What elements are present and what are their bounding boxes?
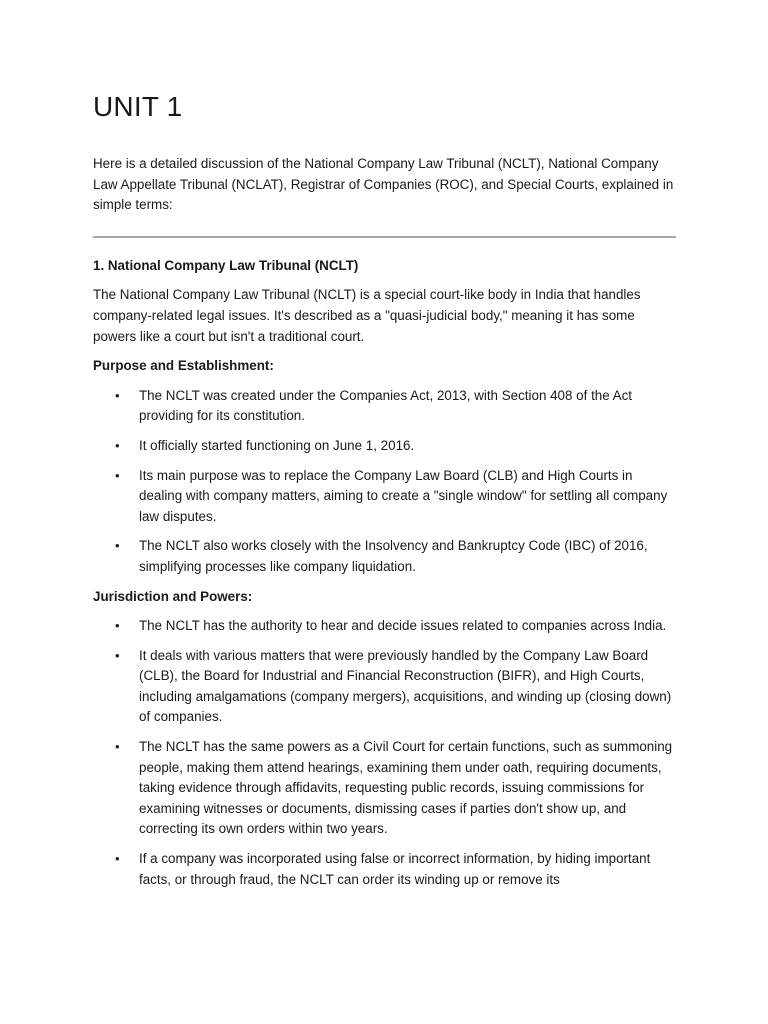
list-item [93,436,676,457]
bullet-icon: • [115,647,120,663]
subheading-purpose: Purpose and Establishment: [93,358,274,374]
list-item [93,536,676,577]
list-item [93,849,676,890]
bullet-icon: • [115,387,120,403]
list-item [93,616,676,637]
nclt-description: The National Company Law Tribunal (NCLT) is a special court-like body in India that handles company-related legal issues. It's described as a "quasi-judicial body," meaning it has some powers like a court but isn't a traditional court. [93,287,641,344]
bullet-icon: • [115,618,120,634]
list-item [93,386,676,427]
bullet-icon: • [115,739,120,755]
document-page [93,90,676,899]
purpose-list [93,386,676,578]
list-item [93,737,676,840]
list-item [93,646,676,728]
list-item-text: It officially started functioning on June 1, 2016. [139,437,415,453]
list-item-text: It deals with various matters that were previously handled by the Company Law Board (CLB), the Board for Industrial and Financial Reconstruction (BIFR), and High Courts, including amalgamations (company mergers), acquisitions, and winding up (closing down) of companies. [139,647,672,725]
bullet-icon: • [115,437,120,453]
bullet-icon: • [115,851,120,867]
page-title: UNIT 1 [93,91,183,122]
bullet-icon: • [115,467,120,483]
list-item-text: The NCLT also works closely with the Insolvency and Bankruptcy Code (IBC) of 2016, simplifying processes like company liquidation. [139,538,648,574]
list-item-text: Its main purpose was to replace the Company Law Board (CLB) and High Courts in dealing with company matters, aiming to create a "single window" for settling all company law disputes. [139,467,668,524]
list-item-text: The NCLT has the same powers as a Civil Court for certain functions, such as summoning people, making them attend hearings, examining them under oath, requiring documents, taking evidence through affidavits, requesting public records, issuing commissions for examining witnesses or documents, dismissing cases if parties don't show up, and correcting its own orders within two years. [139,739,673,837]
list-item-text: The NCLT was created under the Companies Act, 2013, with Section 408 of the Act providing for its constitution. [139,387,633,424]
bullet-icon: • [115,538,120,554]
jurisdiction-list [93,616,676,890]
subheading-jurisdiction: Jurisdiction and Powers: [93,588,253,604]
section-heading-nclt: 1. National Company Law Tribunal (NCLT) [93,257,359,273]
intro-paragraph: Here is a detailed discussion of the National Company Law Tribunal (NCLT), National Company Law Appellate Tribunal (NCLAT), Registrar of Companies (ROC), and Special Courts, explained in simple terms: [93,156,674,213]
horizontal-rule [93,236,676,238]
list-item-text: The NCLT has the authority to hear and decide issues related to companies across India. [139,618,667,634]
list-item [93,466,676,528]
list-item-text: If a company was incorporated using false or incorrect information, by hiding important facts, or through fraud, the NCLT can order its winding up or remove its [139,851,651,887]
